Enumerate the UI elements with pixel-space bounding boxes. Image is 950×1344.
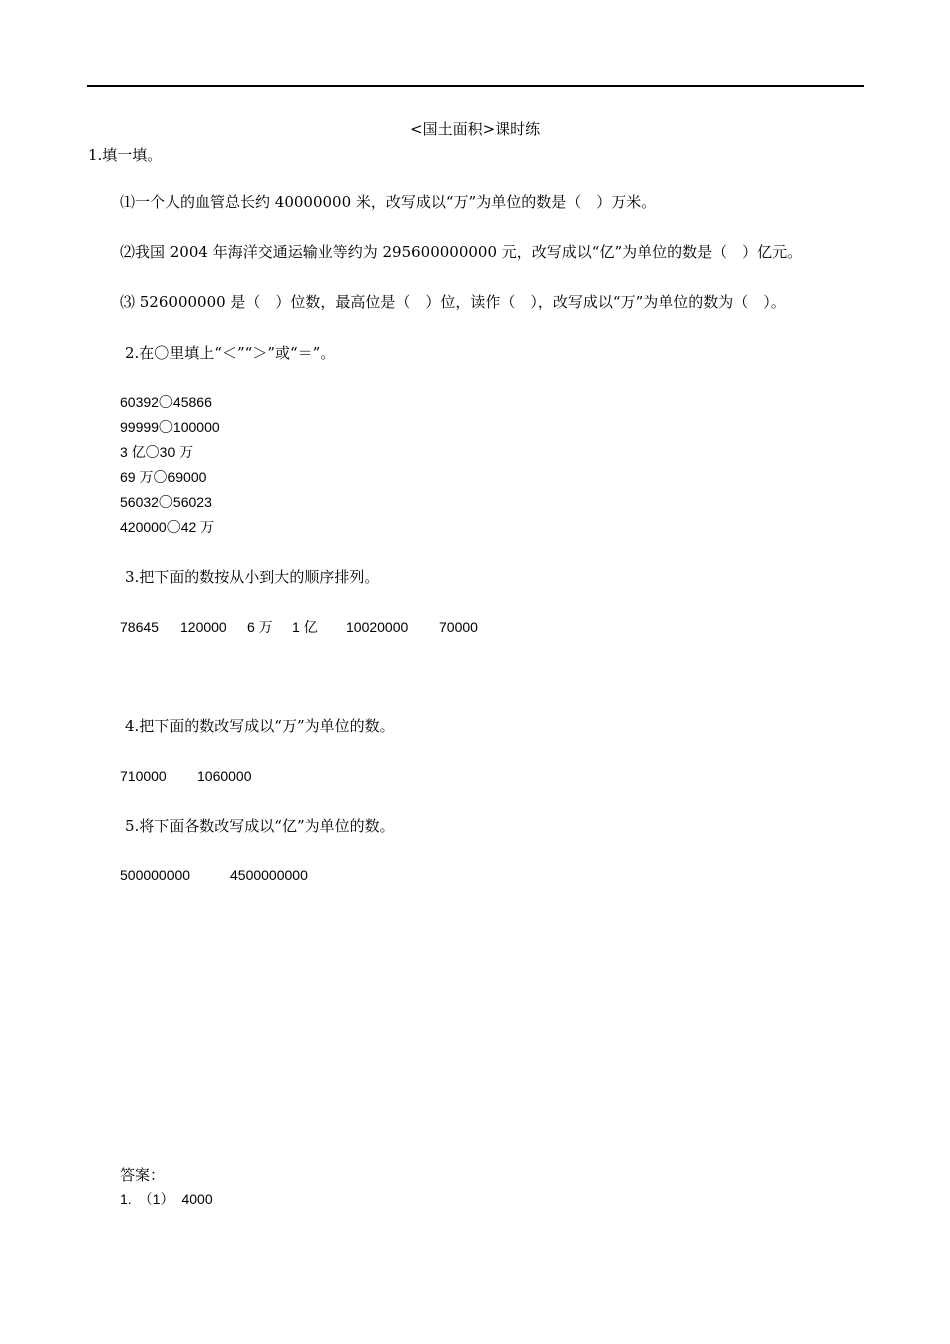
q2-item-1: 60392〇45866	[120, 394, 212, 410]
q3-number-3: 6 万	[247, 619, 273, 635]
answers-label: 答案：	[120, 1166, 166, 1184]
q1-heading: 1.填一填。	[88, 146, 163, 164]
q1-item-2: ⑵我国 2004 年海洋交通运输业等约为 295600000000 元，改写成以“亿”为单位的数是（ ）亿元。	[120, 243, 803, 261]
q2-item-5: 56032〇56023	[120, 494, 212, 510]
page-title: <国土面积>课时练	[410, 120, 541, 138]
q2-item-3: 3 亿〇30 万	[120, 444, 194, 460]
q2-item-4: 69 万〇69000	[120, 469, 207, 485]
q4-number-2: 1060000	[197, 768, 252, 784]
q3-number-6: 70000	[439, 619, 478, 635]
q3-number-2: 120000	[180, 619, 227, 635]
q3-heading: 3.把下面的数按从小到大的顺序排列。	[125, 568, 380, 586]
header-rule	[87, 85, 864, 87]
q5-heading: 5.将下面各数改写成以“亿”为单位的数。	[125, 817, 395, 835]
q3-number-5: 10020000	[346, 619, 409, 635]
q4-number-1: 710000	[120, 768, 167, 784]
q3-number-1: 78645	[120, 619, 159, 635]
q2-heading: 2.在〇里填上“＜”“＞”或“＝”。	[125, 344, 336, 362]
q2-item-6: 420000〇42 万	[120, 519, 215, 535]
q1-item-1: ⑴一个人的血管总长约 40000000 米，改写成以“万”为单位的数是（ ）万米。	[120, 193, 657, 211]
q3-number-4: 1 亿	[292, 619, 318, 635]
q5-number-2: 4500000000	[230, 867, 308, 883]
q2-item-2: 99999〇100000	[120, 419, 220, 435]
q5-number-1: 500000000	[120, 867, 191, 883]
q1-item-3: ⑶ 526000000 是（ ）位数，最高位是（ ）位，读作（ ），改写成以“万”为单位的数为（ ）。	[120, 293, 786, 311]
answers-line-1: 1. （1） 4000	[120, 1191, 213, 1207]
q4-heading: 4.把下面的数改写成以“万”为单位的数。	[125, 717, 395, 735]
